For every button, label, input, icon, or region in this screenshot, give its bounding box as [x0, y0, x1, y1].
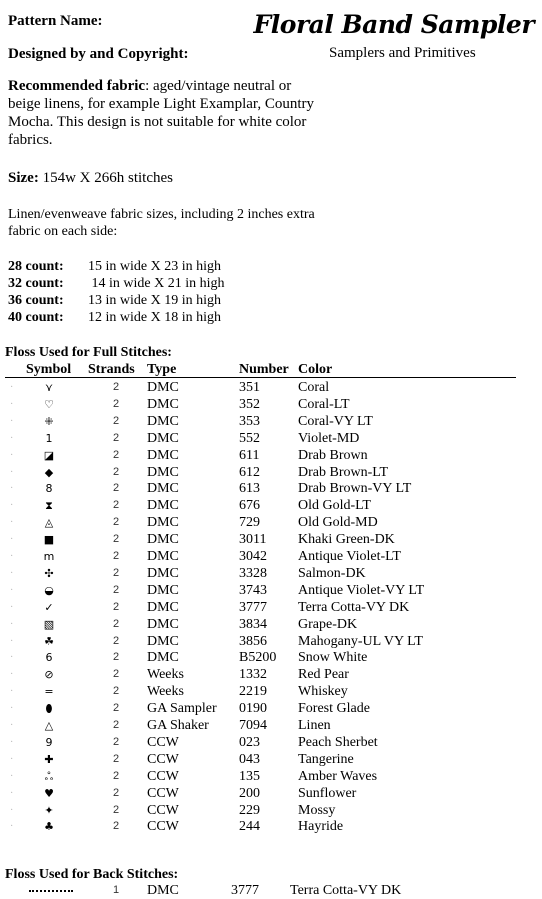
stitch-symbol-icon: ♥: [44, 786, 54, 800]
row-dot-icon: ·: [10, 432, 14, 444]
stitch-symbol-icon: ◪: [43, 448, 55, 462]
table-row: [0, 633, 542, 650]
table-row: [0, 582, 542, 599]
type-cell: DMC: [147, 498, 179, 514]
column-header-color: Color: [298, 362, 333, 377]
strands-cell: 2: [112, 381, 120, 393]
stitch-symbol-icon: ⁜: [44, 414, 54, 428]
color-cell: Grape-DK: [298, 616, 358, 632]
row-dot-icon: ·: [10, 534, 14, 546]
stitch-symbol-icon: ◒: [44, 583, 54, 597]
row-dot-icon: ·: [10, 551, 14, 562]
row-dot-icon: ·: [10, 652, 14, 664]
color-cell: Forest Glade: [298, 701, 370, 717]
number-cell: 351: [239, 380, 260, 395]
number-cell: 3328: [239, 565, 267, 581]
row-dot-icon: ·: [10, 686, 14, 698]
count-label: 40 count:: [8, 310, 64, 325]
number-cell: 3777: [231, 883, 259, 898]
table-row: [0, 616, 542, 633]
row-dot-icon: ·: [10, 787, 14, 799]
type-cell: CCW: [147, 751, 179, 767]
number-cell: 200: [239, 785, 260, 801]
strands-cell: 2: [112, 735, 120, 748]
color-cell: Violet-MD: [298, 430, 360, 446]
type-cell: CCW: [147, 819, 179, 835]
count-value: 14 in wide X 21 in high: [88, 276, 225, 291]
strands-cell: 2: [112, 533, 120, 546]
stitch-symbol-icon: ▧: [43, 617, 55, 631]
row-dot-icon: ·: [10, 382, 14, 393]
stitch-symbol-icon: ⬮: [45, 702, 53, 716]
recommended-fabric-label: Recommended fabric: [8, 78, 146, 94]
count-label: 32 count:: [8, 276, 64, 291]
number-cell: 613: [239, 481, 260, 497]
type-cell: DMC: [147, 549, 179, 564]
color-cell: Coral-VY LT: [298, 413, 373, 429]
table-row: [0, 379, 542, 396]
type-cell: GA Shaker: [147, 718, 209, 733]
stitch-symbol-icon: ♡: [44, 397, 54, 411]
color-cell: Whiskey: [298, 684, 348, 700]
stitch-symbol-icon: ⧗: [45, 499, 53, 513]
color-cell: Antique Violet-VY LT: [298, 582, 425, 598]
number-cell: 3777: [239, 599, 267, 615]
row-dot-icon: ·: [10, 804, 14, 816]
type-cell: DMC: [147, 481, 179, 497]
number-cell: 2219: [239, 684, 267, 700]
stitch-symbol-icon: m: [43, 550, 55, 563]
color-cell: Drab Brown: [298, 447, 368, 463]
strands-cell: 2: [112, 820, 120, 833]
designer-name: Samplers and Primitives: [329, 45, 476, 61]
count-value: 15 in wide X 23 in high: [88, 259, 221, 274]
stitch-symbol-icon: 9: [45, 735, 53, 749]
stitch-symbol-icon: ◆: [44, 465, 54, 479]
type-cell: DMC: [147, 883, 179, 898]
stitch-symbol-icon: ⋎: [44, 381, 54, 394]
row-dot-icon: ·: [10, 669, 14, 681]
size-value: 154w X 266h stitches: [38, 170, 173, 186]
number-cell: 1332: [239, 667, 267, 683]
number-cell: 0190: [239, 701, 267, 717]
number-cell: 729: [239, 515, 260, 531]
number-cell: 552: [239, 430, 260, 446]
table-header-rule: [5, 377, 516, 378]
color-cell: Hayride: [298, 819, 344, 835]
row-dot-icon: ·: [10, 736, 14, 748]
strands-cell: 2: [112, 550, 120, 562]
table-row: [0, 464, 542, 481]
stitch-symbol-icon: ■: [43, 533, 55, 547]
color-cell: Coral: [298, 380, 330, 395]
stitch-symbol-icon: ♣: [44, 820, 54, 834]
strands-cell: 2: [112, 465, 120, 478]
color-cell: Red Pear: [298, 667, 349, 683]
number-cell: 353: [239, 413, 260, 429]
strands-cell: 2: [112, 566, 120, 579]
designed-by-label: Designed by and Copyright:: [8, 46, 189, 62]
strands-cell: 2: [112, 617, 120, 630]
type-cell: Weeks: [147, 667, 184, 683]
row-dot-icon: ·: [10, 821, 14, 833]
strands-cell: 2: [112, 448, 120, 461]
number-cell: 244: [239, 819, 260, 835]
row-dot-icon: ·: [10, 466, 14, 478]
type-cell: CCW: [147, 768, 179, 784]
table-row: [0, 700, 542, 717]
stitch-symbol-icon: =: [44, 685, 54, 699]
count-value: 13 in wide X 19 in high: [88, 293, 221, 308]
count-value: 12 in wide X 18 in high: [88, 310, 221, 325]
back-stitches-heading: Floss Used for Back Stitches:: [5, 867, 179, 882]
stitch-symbol-icon: ✓: [44, 600, 54, 614]
number-cell: 3834: [239, 616, 267, 632]
color-cell: Salmon-DK: [298, 565, 366, 581]
number-cell: 043: [239, 751, 260, 767]
color-cell: Antique Violet-LT: [298, 549, 401, 564]
row-dot-icon: ·: [10, 517, 14, 529]
number-cell: 611: [239, 447, 260, 463]
full-stitches-heading: Floss Used for Full Stitches:: [5, 345, 172, 360]
strands-cell: 2: [112, 685, 120, 698]
color-cell: Mahogany-UL VY LT: [298, 633, 423, 649]
type-cell: DMC: [147, 515, 179, 531]
type-cell: DMC: [147, 447, 179, 463]
number-cell: 612: [239, 464, 260, 480]
strands-cell: 2: [112, 414, 120, 427]
number-cell: 229: [239, 802, 260, 818]
strands-cell: 2: [112, 516, 120, 529]
type-cell: DMC: [147, 380, 179, 395]
column-header-number: Number: [239, 362, 289, 377]
row-dot-icon: ·: [10, 483, 14, 495]
type-cell: CCW: [147, 802, 179, 818]
table-row: [0, 818, 542, 835]
strands-cell: 2: [112, 634, 120, 647]
table-row: [0, 785, 542, 802]
stitch-symbol-icon: ✦: [44, 803, 54, 817]
number-cell: 7094: [239, 718, 267, 733]
table-row: [0, 447, 542, 464]
stitch-symbol-icon: 6: [45, 651, 53, 665]
row-dot-icon: ·: [10, 567, 14, 579]
number-cell: 3011: [239, 532, 267, 548]
table-row: [0, 599, 542, 616]
stitch-symbol-icon: 1: [45, 431, 53, 445]
stitch-symbol-icon: 8: [45, 482, 53, 496]
table-row: [0, 649, 542, 666]
strands-cell: 1: [112, 884, 120, 896]
color-cell: Old Gold-LT: [298, 498, 371, 514]
strands-cell: 2: [112, 600, 120, 613]
table-row: [0, 802, 542, 819]
number-cell: 3042: [239, 549, 267, 564]
color-cell: Tangerine: [298, 751, 354, 767]
stitch-symbol-icon: △: [44, 719, 54, 732]
color-cell: Amber Waves: [298, 768, 378, 784]
color-cell: Old Gold-MD: [298, 515, 378, 531]
recommended-fabric-text: : aged/vintage neutral or beige linens, for example Light Examplar, Country Mocha. This design is not suitable for white color fabrics.: [8, 78, 314, 148]
pattern-title: Floral Band Sampler: [253, 10, 534, 39]
type-cell: GA Sampler: [147, 701, 217, 717]
strands-cell: 2: [112, 482, 120, 495]
number-cell: 676: [239, 498, 260, 514]
row-dot-icon: ·: [10, 703, 14, 715]
table-row: [0, 480, 542, 497]
row-dot-icon: ·: [10, 398, 14, 410]
table-row: [0, 751, 542, 768]
color-cell: Terra Cotta-VY DK: [290, 883, 402, 898]
color-cell: Drab Brown-LT: [298, 464, 389, 480]
table-row: [0, 768, 542, 785]
row-dot-icon: ·: [10, 635, 14, 647]
row-dot-icon: ·: [10, 500, 14, 512]
count-row: [8, 309, 221, 326]
strands-cell: 2: [112, 397, 120, 410]
number-cell: 023: [239, 734, 260, 750]
number-cell: B5200: [239, 650, 277, 666]
count-row: [8, 292, 221, 309]
type-cell: DMC: [147, 565, 179, 581]
table-row: [0, 531, 542, 548]
stitch-symbol-icon: ☘: [44, 634, 54, 648]
type-cell: CCW: [147, 785, 179, 801]
number-cell: 3856: [239, 633, 267, 649]
strands-cell: 2: [112, 651, 120, 664]
strands-cell: 2: [112, 803, 120, 816]
color-cell: Peach Sherbet: [298, 734, 378, 750]
strands-cell: 2: [112, 786, 120, 799]
strands-cell: 2: [112, 583, 120, 596]
size-line: [8, 169, 173, 187]
type-cell: DMC: [147, 396, 179, 412]
type-cell: DMC: [147, 464, 179, 480]
row-dot-icon: ·: [10, 415, 14, 427]
column-header-type: Type: [147, 362, 177, 377]
table-row: [0, 497, 542, 514]
table-row: [0, 514, 542, 531]
color-cell: Mossy: [298, 802, 336, 818]
row-dot-icon: ·: [10, 449, 14, 461]
row-dot-icon: ·: [10, 720, 14, 731]
column-header-symbol: Symbol: [26, 362, 72, 377]
type-cell: DMC: [147, 532, 179, 548]
row-dot-icon: ·: [10, 601, 14, 613]
type-cell: DMC: [147, 650, 179, 666]
type-cell: DMC: [147, 582, 179, 598]
color-cell: Coral-LT: [298, 396, 350, 412]
strands-cell: 2: [112, 719, 120, 731]
table-row: [0, 565, 542, 582]
color-cell: Drab Brown-VY LT: [298, 481, 412, 497]
table-row: [0, 413, 542, 430]
stitch-symbol-icon: ⊘: [44, 668, 54, 682]
stitch-symbol-icon: ✣: [44, 566, 54, 580]
strands-cell: 2: [112, 668, 120, 681]
color-cell: Sunflower: [298, 785, 357, 801]
number-cell: 135: [239, 768, 260, 784]
row-dot-icon: ·: [10, 753, 14, 765]
back-stitch-row: [0, 882, 542, 899]
strands-cell: 2: [112, 499, 120, 512]
back-stitch-line-icon: [29, 890, 73, 892]
count-label: 28 count:: [8, 259, 64, 274]
table-row: [0, 683, 542, 700]
stitch-symbol-icon: ◬: [44, 516, 54, 530]
number-cell: 352: [239, 396, 260, 412]
color-cell: Terra Cotta-VY DK: [298, 599, 410, 615]
column-header-strands: Strands: [88, 362, 135, 377]
count-label: 36 count:: [8, 293, 64, 308]
table-row: [0, 430, 542, 447]
strands-cell: 2: [112, 702, 120, 715]
table-row: [0, 734, 542, 751]
recommended-fabric: [8, 77, 323, 149]
table-row: [0, 717, 542, 734]
type-cell: DMC: [147, 430, 179, 446]
table-row: [0, 666, 542, 683]
size-label: Size:: [8, 170, 39, 186]
strands-cell: 2: [112, 752, 120, 765]
color-cell: Khaki Green-DK: [298, 532, 395, 548]
color-cell: Snow White: [298, 650, 368, 666]
type-cell: Weeks: [147, 684, 184, 700]
row-dot-icon: ·: [10, 770, 14, 782]
type-cell: DMC: [147, 616, 179, 632]
stitch-symbol-icon: ✚: [44, 752, 54, 766]
table-row: [0, 548, 542, 565]
number-cell: 3743: [239, 582, 267, 598]
type-cell: DMC: [147, 413, 179, 429]
table-row: [0, 396, 542, 413]
count-row: [8, 275, 225, 292]
type-cell: CCW: [147, 734, 179, 750]
type-cell: DMC: [147, 633, 179, 649]
stitch-symbol-icon: ஃ: [44, 769, 54, 783]
count-row: [8, 258, 221, 275]
row-dot-icon: ·: [10, 584, 14, 596]
row-dot-icon: ·: [10, 618, 14, 630]
strands-cell: 2: [112, 769, 120, 782]
strands-cell: 2: [112, 431, 120, 444]
type-cell: DMC: [147, 599, 179, 615]
color-cell: Linen: [298, 718, 331, 733]
linen-note: Linen/evenweave fabric sizes, including 2 inches extra fabric on each side:: [8, 207, 315, 239]
pattern-name-label: Pattern Name:: [8, 13, 103, 29]
